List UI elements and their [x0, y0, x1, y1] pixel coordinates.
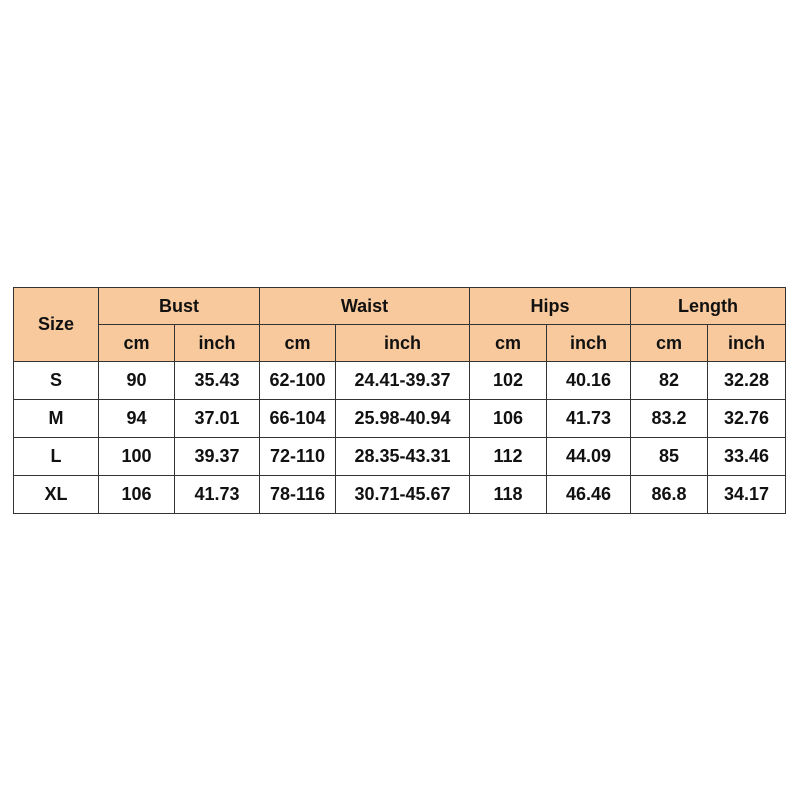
- unit-header: inch: [175, 325, 260, 362]
- unit-header: cm: [470, 325, 547, 362]
- table-cell: 102: [470, 362, 547, 400]
- size-chart-table: [13, 287, 786, 514]
- table-row: [14, 476, 786, 514]
- table-cell: 40.16: [547, 362, 631, 400]
- header-hips: Hips: [470, 288, 631, 325]
- header-length: Length: [631, 288, 786, 325]
- table-cell: 30.71-45.67: [336, 476, 470, 514]
- table-cell: 106: [99, 476, 175, 514]
- size-cell: M: [14, 400, 99, 438]
- table-cell: 24.41-39.37: [336, 362, 470, 400]
- table-row: [14, 362, 786, 400]
- header-size: Size: [14, 288, 99, 362]
- unit-header: cm: [99, 325, 175, 362]
- size-cell: S: [14, 362, 99, 400]
- table-cell: 90: [99, 362, 175, 400]
- table-cell: 66-104: [260, 400, 336, 438]
- table-cell: 32.28: [708, 362, 786, 400]
- header-row-units: [14, 325, 786, 362]
- header-waist: Waist: [260, 288, 470, 325]
- unit-header: cm: [631, 325, 708, 362]
- header-row-groups: [14, 288, 786, 325]
- table-row: [14, 400, 786, 438]
- table-cell: 39.37: [175, 438, 260, 476]
- unit-header: inch: [547, 325, 631, 362]
- table-cell: 62-100: [260, 362, 336, 400]
- table-cell: 25.98-40.94: [336, 400, 470, 438]
- table-cell: 106: [470, 400, 547, 438]
- size-cell: XL: [14, 476, 99, 514]
- table-cell: 85: [631, 438, 708, 476]
- table-cell: 41.73: [547, 400, 631, 438]
- table-cell: 33.46: [708, 438, 786, 476]
- table-cell: 32.76: [708, 400, 786, 438]
- table-cell: 83.2: [631, 400, 708, 438]
- table-cell: 94: [99, 400, 175, 438]
- table-cell: 44.09: [547, 438, 631, 476]
- table-cell: 78-116: [260, 476, 336, 514]
- table-cell: 82: [631, 362, 708, 400]
- table-cell: 34.17: [708, 476, 786, 514]
- unit-header: inch: [336, 325, 470, 362]
- table-cell: 41.73: [175, 476, 260, 514]
- table-cell: 35.43: [175, 362, 260, 400]
- table-body: [14, 362, 786, 514]
- unit-header: inch: [708, 325, 786, 362]
- table-cell: 37.01: [175, 400, 260, 438]
- table-row: [14, 438, 786, 476]
- header-bust: Bust: [99, 288, 260, 325]
- table-cell: 28.35-43.31: [336, 438, 470, 476]
- unit-header: cm: [260, 325, 336, 362]
- size-cell: L: [14, 438, 99, 476]
- table-cell: 112: [470, 438, 547, 476]
- table-header: [14, 288, 786, 362]
- table-cell: 118: [470, 476, 547, 514]
- table-cell: 72-110: [260, 438, 336, 476]
- table-cell: 46.46: [547, 476, 631, 514]
- table-cell: 86.8: [631, 476, 708, 514]
- table-cell: 100: [99, 438, 175, 476]
